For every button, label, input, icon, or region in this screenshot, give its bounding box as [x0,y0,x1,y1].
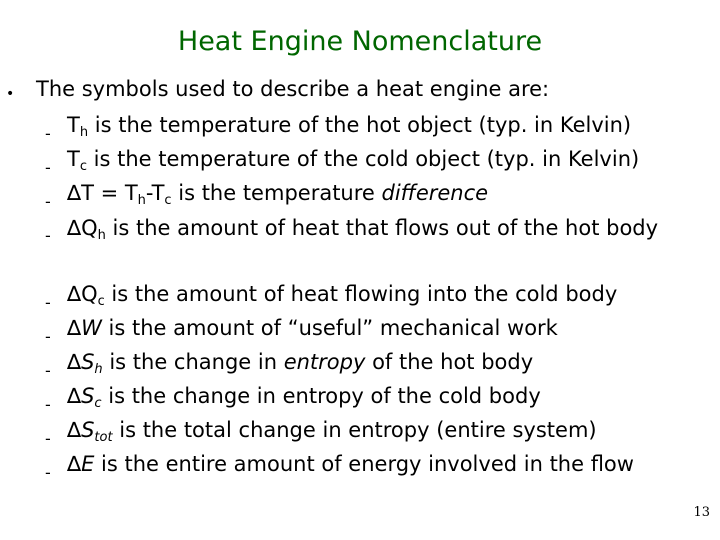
delta-symbol: ∆ [67,216,82,240]
subscript: h [97,228,106,243]
subscript: c [164,193,172,208]
equation: T = T [81,181,138,205]
symbol: E [81,452,95,476]
delta-symbol: ∆ [67,350,82,374]
item-text: is the entire amount of energy involved in the flow [94,452,634,476]
item-text-tail: of the hot body [365,350,534,374]
subscript: c [97,294,105,309]
bullet-icon: • [6,86,15,102]
symbol: W [81,316,102,340]
intro-text: The symbols used to describe a heat engine are: [36,77,550,101]
subscript: h [94,362,103,377]
dash-icon: - [45,327,51,346]
symbol: T [67,113,80,137]
list-item-delta-qc [67,282,617,309]
delta-symbol: ∆ [67,384,82,408]
item-text: is the temperature of the hot object (typ. in Kelvin) [88,113,632,137]
symbol: Q [81,282,98,306]
list-item-delta-qh [67,214,667,250]
dash-icon: - [45,158,51,177]
dash-icon: - [45,463,51,482]
list-item-delta-w [67,316,558,340]
delta-symbol: ∆ [67,452,82,476]
page-number: 13 [693,505,710,520]
subscript: c [94,396,102,411]
symbol: Q [81,216,98,240]
dash-icon: - [45,124,51,143]
dash-icon: - [45,192,51,211]
symbol: T [67,147,80,171]
item-text: is the amount of heat that flows out of the hot body [105,216,659,240]
dash-icon: - [45,361,51,380]
item-text: is the change in [102,350,284,374]
item-text: is the change in entropy of the cold body [101,384,541,408]
item-emphasis: entropy [283,350,366,374]
item-text: is the temperature [171,181,382,205]
list-item-delta-stot [67,418,597,445]
subscript: tot [94,430,113,445]
symbol: S [81,384,95,408]
subscript: h [137,193,146,208]
item-text: is the temperature of the cold object (typ. in Kelvin) [86,147,640,171]
item-text: is the amount of “useful” mechanical work [101,316,558,340]
item-text: is the total change in entropy (entire system) [112,418,597,442]
list-item-delta-sc [67,384,541,411]
delta-symbol: ∆ [67,181,82,205]
dash-icon: - [45,226,51,245]
dash-icon: - [45,395,51,414]
symbol: S [81,350,95,374]
list-item-tc [67,147,639,174]
equation-minus: -T [145,181,165,205]
list-item-th [67,113,631,140]
subscript: h [79,125,89,140]
slide-title: Heat Engine Nomenclature [177,26,543,57]
dash-icon: - [45,293,51,312]
list-item-delta-t [67,181,488,208]
item-text: is the amount of heat flowing into the cold body [104,282,618,306]
delta-symbol: ∆ [67,316,82,340]
subscript: c [79,159,87,174]
dash-icon: - [45,429,51,448]
item-emphasis: difference [381,181,489,205]
delta-symbol: ∆ [67,418,82,442]
symbol: S [81,418,95,442]
list-item-delta-e [67,452,634,476]
list-item-delta-sh [67,350,533,377]
delta-symbol: ∆ [67,282,82,306]
